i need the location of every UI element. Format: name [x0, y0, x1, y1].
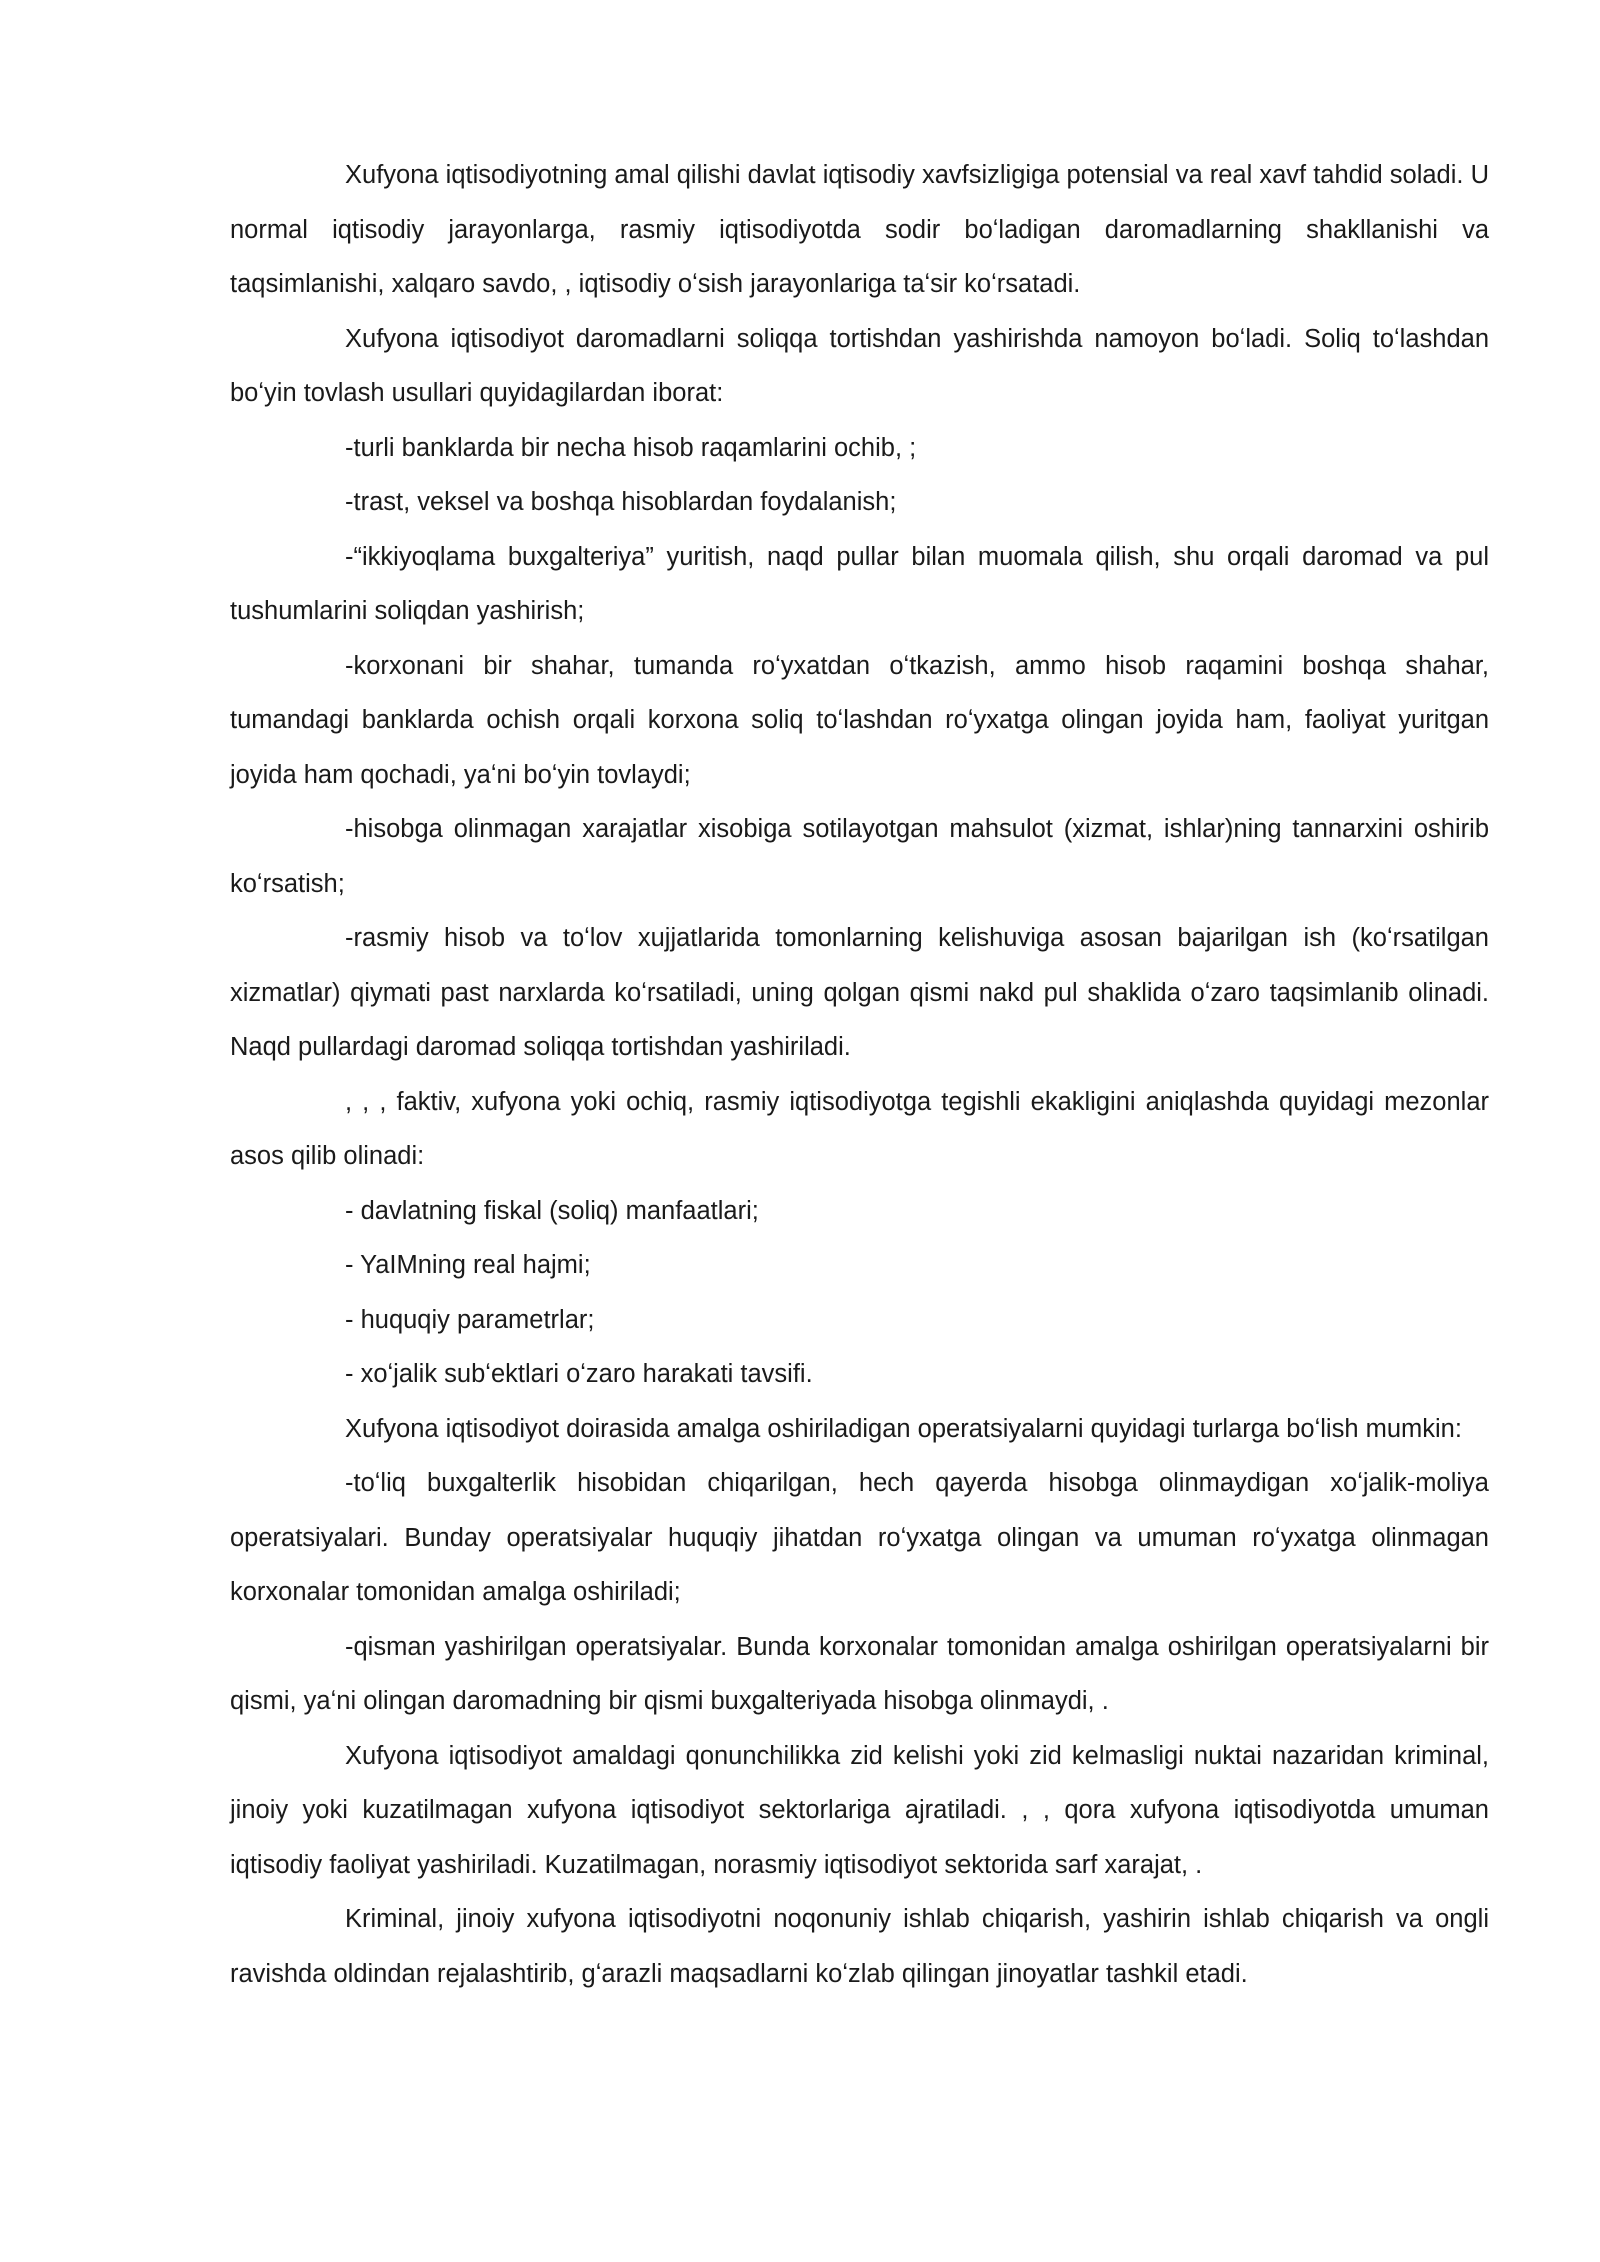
list-item: -“ikkiyoqlama buxgalteriya” yuritish, naqd pullar bilan muomala qilish, shu orqali daromad va pul tushumlarini soliqdan yashirish; — [230, 542, 1489, 625]
list-item: -rasmiy hisob va toʻlov xujjatlarida tomonlarning kelishuviga asosan bajarilgan ish (koʻrsatilgan xizmatlar) qiymati past narxlarda koʻrsatiladi, uning qolgan qismi nakd pul shaklida oʻzaro taqsimlanib olinadi. Naqd pullardagi daromad soliqqa tortishdan yashiriladi. — [230, 924, 1489, 1061]
list-item: -korxonani bir shahar, tumanda roʻyxatdan oʻtkazish, ammo hisob raqamini boshqa shahar, tumandagi banklarda ochish orqali korxona soliq toʻlashdan roʻyxatga olingan joyida ham, faoliyat yuritgan joyida ham qochadi, yaʻni boʻyin tovlaydi; — [230, 651, 1489, 789]
list-item: - davlatning fiskal (soliq) manfaatlari; — [345, 1196, 759, 1225]
paragraph: Xufyona iqtisodiyot daromadlarni soliqqa tortishdan yashirishda namoyon boʻladi. Soliq toʻlashdan boʻyin tovlash usullari quyidagilardan iborat: — [230, 324, 1489, 407]
paragraph: Kriminal, jinoiy xufyona iqtisodiyotni noqonuniy ishlab chiqarish, yashirin ishlab chiqarish va ongli ravishda oldindan rejalashtirib, gʻarazli maqsadlarni koʻzlab qilingan jinoyatlar tashkil etadi. — [230, 1905, 1489, 1988]
list-item: -turli banklarda bir necha hisob raqamlarini ochib, ; — [345, 433, 917, 462]
list-item: - YaIMning real hajmi; — [345, 1251, 591, 1279]
paragraph: , , , faktiv, xufyona yoki ochiq, rasmiy iqtisodiyotga tegishli ekakligini aniqlashda quyidagi mezonlar asos qilib olinadi: — [230, 1087, 1489, 1170]
list-item: -qisman yashirilgan operatsiyalar. Bunda korxonalar tomonidan amalga oshirilgan operatsiyalarni bir qismi, yaʻni olingan daromadning bir qismi buxgalteriyada hisobga olinmaydi, . — [230, 1632, 1489, 1715]
document-body — [230, 148, 1489, 2001]
list-item: -trast, veksel va boshqa hisoblardan foydalanish; — [345, 488, 897, 516]
list-item: -hisobga olinmagan xarajatlar xisobiga sotilayotgan mahsulot (xizmat, ishlar)ning tannarxini oshirib koʻrsatish; — [230, 815, 1489, 898]
paragraph: Xufyona iqtisodiyot doirasida amalga oshiriladigan operatsiyalarni quyidagi turlarga boʻlish mumkin: — [345, 1414, 1462, 1443]
list-item: - huquqiy parametrlar; — [345, 1305, 595, 1334]
list-item: - xoʻjalik subʻektlari oʻzaro harakati tavsifi. — [345, 1360, 813, 1388]
list-item: -toʻliq buxgalterlik hisobidan chiqarilgan, hech qayerda hisobga olinmaydigan xoʻjalik-moliya operatsiyalari. Bunday operatsiyalar huquqiy jihatdan roʻyxatga olingan va umuman roʻyxatga olinmagan korxonalar tomonidan amalga oshiriladi; — [230, 1469, 1489, 1606]
paragraph: Xufyona iqtisodiyot amaldagi qonunchilikka zid kelishi yoki zid kelmasligi nuktai nazaridan kriminal, jinoiy yoki kuzatilmagan xufyona iqtisodiyot sektorlariga ajratiladi. , , qora xufyona iqtisodiyotda umuman iqtisodiy faoliyat yashiriladi. Kuzatilmagan, norasmiy iqtisodiyot sektorida sarf xarajat, . — [230, 1741, 1489, 1879]
paragraph: Xufyona iqtisodiyotning amal qilishi davlat iqtisodiy xavfsizligiga potensial va real xavf tahdid soladi. U normal iqtisodiy jarayonlarga, rasmiy iqtisodiyotda sodir boʻladigan daromadlarning shakllanishi va taqsimlanishi, xalqaro savdo, , iqtisodiy oʻsish jarayonlariga taʻsir koʻrsatadi. — [230, 161, 1489, 298]
